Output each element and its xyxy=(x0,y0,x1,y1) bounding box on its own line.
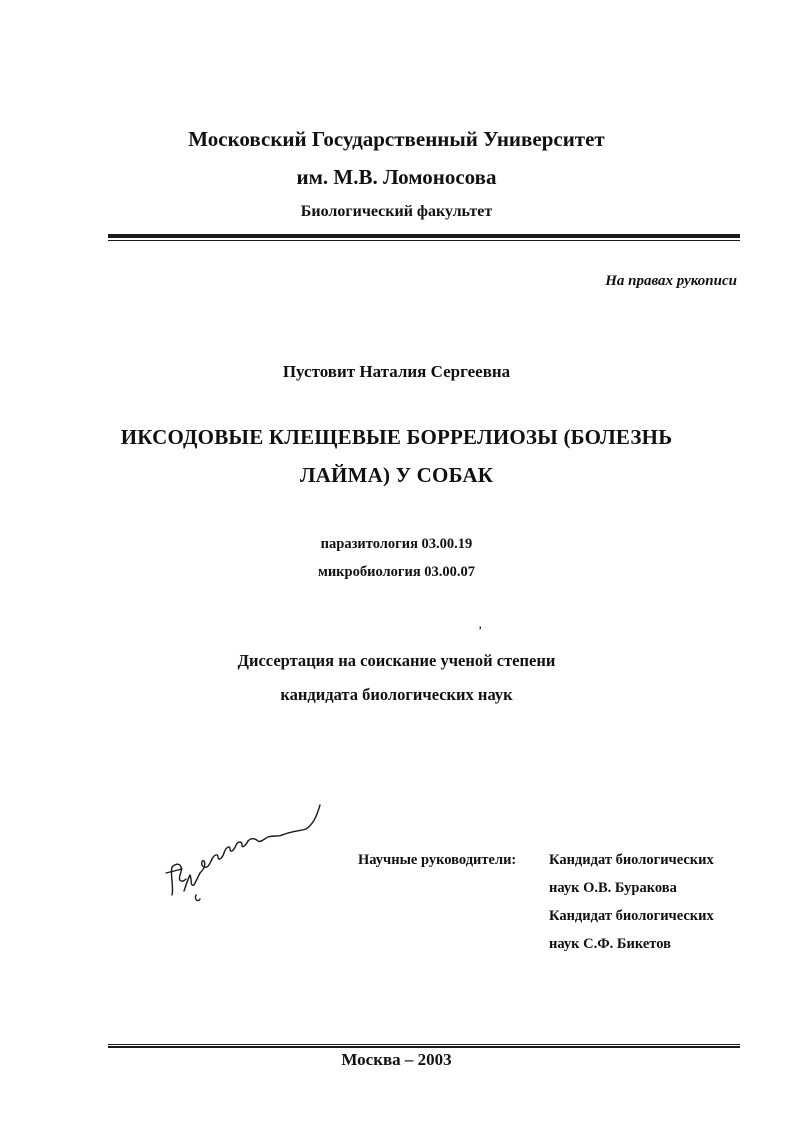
scan-speck: , xyxy=(479,620,482,631)
header-divider-thick xyxy=(108,234,740,238)
footer-divider-thick xyxy=(108,1046,740,1048)
degree-line-2: кандидата биологических наук xyxy=(280,685,513,704)
thesis-title-line-2: ЛАЙМА) У СОБАК xyxy=(299,463,494,487)
thesis-title-line-1: ИКСОДОВЫЕ КЛЕЩЕВЫЕ БОРРЕЛИОЗЫ (БОЛЕЗНЬ xyxy=(120,425,673,449)
supervisor-2-degree: Кандидат биологических xyxy=(549,908,714,924)
handwritten-signature-icon xyxy=(160,795,340,905)
header-divider-thin xyxy=(108,240,740,241)
city-year: Москва – 2003 xyxy=(341,1050,452,1069)
supervisor-1-degree: Кандидат биологических xyxy=(549,852,714,868)
supervisor-2-name: наук С.Ф. Бикетов xyxy=(549,936,671,952)
author-name: Пустовит Наталия Сергеевна xyxy=(282,362,511,381)
specialty-microbiology: микробиология 03.00.07 xyxy=(317,564,476,580)
supervisors-label: Научные руководители: xyxy=(358,852,517,868)
university-named-after: им. М.В. Ломоносова xyxy=(296,165,497,189)
footer-divider-thin xyxy=(108,1044,740,1045)
specialty-parasitology: паразитология 03.00.19 xyxy=(320,536,473,552)
university-name: Московский Государственный Университет xyxy=(188,127,605,151)
supervisor-1-name: наук О.В. Буракова xyxy=(549,880,677,896)
degree-line-1: Диссертация на соискание ученой степени xyxy=(237,651,556,670)
faculty-name: Биологический факультет xyxy=(300,203,493,220)
rights-note: На правах рукописи xyxy=(605,273,737,289)
